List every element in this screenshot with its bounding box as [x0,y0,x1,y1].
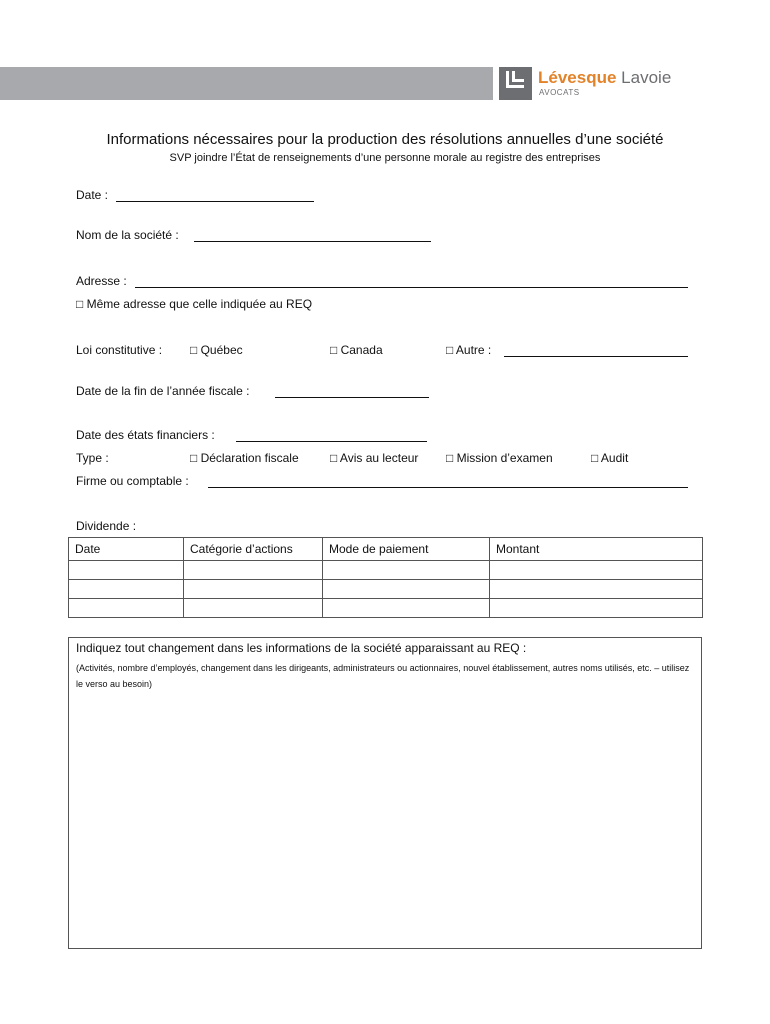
type-audit-checkbox[interactable]: □ Audit [591,451,629,465]
table-cell[interactable] [490,580,703,599]
type-label: Type : [76,451,109,465]
table-row [69,561,703,580]
table-cell[interactable] [323,580,490,599]
table-cell[interactable] [69,580,184,599]
table-row [69,580,703,599]
column-header-share-class: Catégorie d’actions [184,538,323,561]
financial-statements-date-field[interactable] [236,441,427,442]
company-name-label: Nom de la société : [76,228,179,242]
firm-name [538,68,671,88]
law-other-field[interactable] [504,356,688,357]
same-address-checkbox[interactable]: □ Même adresse que celle indiquée au REQ [76,297,313,311]
table-cell[interactable] [323,599,490,618]
incorporating-law-label: Loi constitutive : [76,343,163,357]
type-review-engagement-checkbox[interactable]: □ Mission d’examen [446,451,553,465]
date-field[interactable] [116,201,314,202]
dividend-label: Dividende : [76,519,137,533]
table-cell[interactable] [184,580,323,599]
page-subtitle: SVP joindre l’État de renseignements d’une personne morale au registre des entreprises [169,152,601,164]
table-cell[interactable] [323,561,490,580]
fiscal-year-end-label: Date de la fin de l’année fiscale : [76,384,250,398]
type-notice-to-reader-checkbox[interactable]: □ Avis au lecteur [330,451,419,465]
page-title: Informations nécessaires pour la production des résolutions annuelles d’une société [106,131,664,148]
column-header-date: Date [69,538,184,561]
type-tax-return-checkbox[interactable]: □ Déclaration fiscale [190,451,299,465]
header-band [0,67,493,100]
column-header-amount: Montant [490,538,703,561]
address-label: Adresse : [76,274,127,288]
firm-name-secondary: Lavoie [621,68,672,87]
law-other-checkbox[interactable]: □ Autre : [446,343,492,357]
table-cell[interactable] [69,561,184,580]
table-cell[interactable] [184,599,323,618]
dividend-table [68,537,703,618]
firm-name-primary: Lévesque [538,68,617,87]
table-cell[interactable] [490,599,703,618]
table-row [69,599,703,618]
table-cell[interactable] [490,561,703,580]
law-quebec-checkbox[interactable]: □ Québec [190,343,243,357]
date-label: Date : [76,188,109,202]
firm-logo-icon [499,67,532,100]
law-canada-checkbox[interactable]: □ Canada [330,343,383,357]
address-field[interactable] [135,287,688,288]
changes-heading: Indiquez tout changement dans les informations de la société apparaissant au REQ : [76,641,527,655]
changes-note: (Activités, nombre d’employés, changement dans les dirigeants, administrateurs ou actionnaires, nouvel établissement, autres noms utilisés, etc. – utilisez le verso au besoin) [76,663,690,689]
table-cell[interactable] [184,561,323,580]
fiscal-year-end-field[interactable] [275,397,429,398]
financial-statements-date-label: Date des états financiers : [76,428,215,442]
column-header-payment-method: Mode de paiement [323,538,490,561]
firm-label: Firme ou comptable : [76,474,189,488]
table-header-row [69,538,703,561]
company-name-field[interactable] [194,241,431,242]
firm-tagline: AVOCATS [539,88,580,97]
firm-field[interactable] [208,487,688,488]
table-cell[interactable] [69,599,184,618]
changes-box[interactable] [68,637,702,949]
